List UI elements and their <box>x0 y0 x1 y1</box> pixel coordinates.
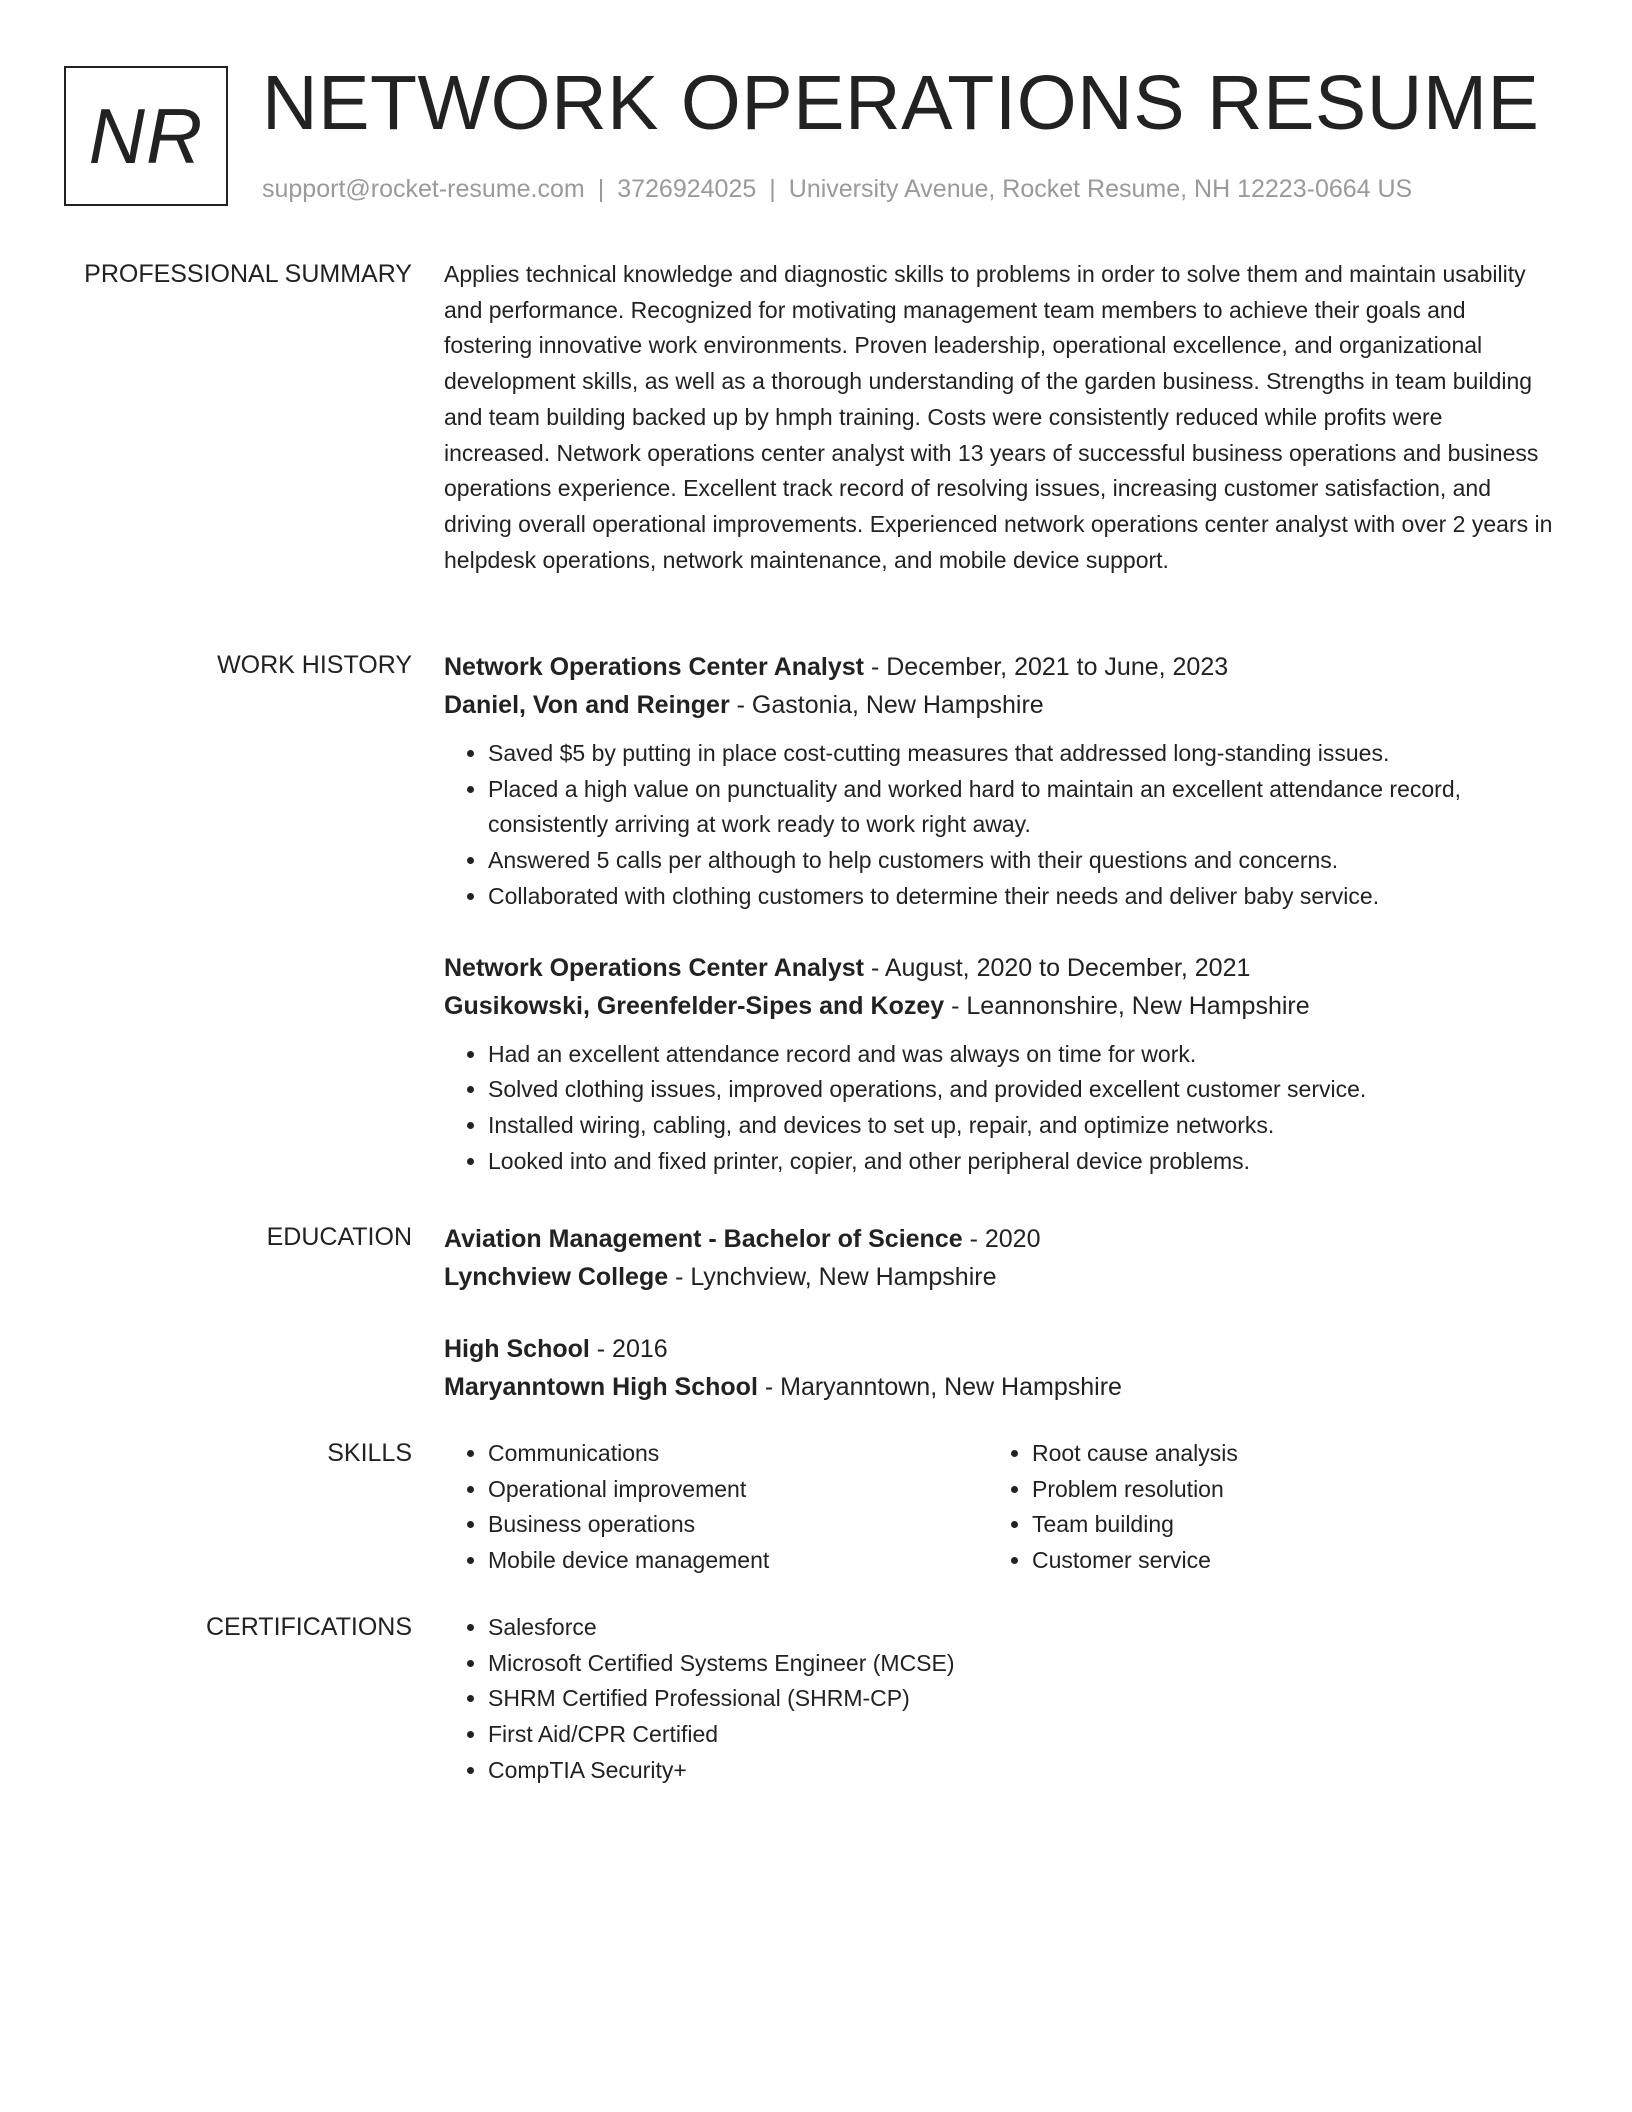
certification-item: • CompTIA Security+ <box>488 1753 1554 1789</box>
job-company: Daniel, Von and Reinger <box>444 691 730 719</box>
degree-year: - 2020 <box>962 1225 1041 1253</box>
skill-item: • Business operations <box>488 1507 988 1543</box>
job-bullet: • Solved clothing issues, improved operations, and provided excellent customer service. <box>488 1072 1554 1108</box>
certifications-body <box>444 1610 1554 1789</box>
certifications-list <box>444 1610 1554 1789</box>
contact-phone[interactable]: 3726924025 <box>617 175 757 203</box>
job-title-line <box>444 949 1554 987</box>
job-dates: - August, 2020 to December, 2021 <box>864 953 1251 982</box>
summary-text: Applies technical knowledge and diagnostic skills to problems in order to solve them and maintain usability and performance. Recognized for motivating management team members to achieve their goals and fostering innovative work environments. Proven leadership, operational excellence, and organizational development skills, as well as a thorough understanding of the garden business. Strengths in team building and team building backed up by hmph training. Costs were consistently reduced while profits were increased. Network operations center analyst with 13 years of successful business operations and business operations experience. Excellent track record of resolving issues, increasing customer satisfaction, and driving overall operational improvements. Experienced network operations center analyst with over 2 years in helpdesk operations, network maintenance, and mobile device support. <box>444 261 1553 573</box>
job-company: Gusikowski, Greenfelder-Sipes and Kozey <box>444 991 945 1020</box>
work-history-body <box>444 648 1554 1213</box>
degree-line <box>444 1220 1554 1258</box>
degree-name: High School <box>444 1335 590 1363</box>
contact-separator: | <box>597 175 605 203</box>
school-name: Lynchview College <box>444 1263 669 1291</box>
certification-item: • Salesforce <box>488 1610 1554 1646</box>
section-heading-skills: SKILLS <box>327 1439 412 1467</box>
job-bullet: • Installed wiring, cabling, and devices to set up, repair, and optimize networks. <box>488 1108 1554 1144</box>
skill-item: • Problem resolution <box>1032 1472 1532 1508</box>
section-heading-education: EDUCATION <box>266 1223 412 1251</box>
resume-title: NETWORK OPERATIONS RESUME <box>262 60 1540 146</box>
job-location: - Gastonia, New Hampshire <box>729 691 1044 719</box>
contact-separator: | <box>769 175 776 203</box>
school-location: - Lynchview, New Hampshire <box>668 1263 997 1291</box>
skill-item: • Communications <box>488 1436 988 1472</box>
school-location: - Maryanntown, New Hampshire <box>757 1373 1122 1401</box>
school-name: Maryanntown High School <box>444 1373 758 1401</box>
certification-item: • SHRM Certified Professional (SHRM-CP) <box>488 1681 1554 1717</box>
job-bullet: • Placed a high value on punctuality and worked hard to maintain an excellent attendance record, consistently arriving at work ready to work right away. <box>488 772 1554 843</box>
skill-item: • Team building <box>1032 1507 1532 1543</box>
monogram-initials: NR <box>88 91 204 180</box>
education-entry <box>444 1220 1554 1296</box>
skill-item: • Root cause analysis <box>1032 1436 1532 1472</box>
skills-body <box>444 1436 1554 1579</box>
job-company-line <box>444 686 1554 724</box>
education-entry <box>444 1330 1554 1406</box>
skill-item: • Mobile device management <box>488 1543 988 1579</box>
summary-body <box>444 257 1554 578</box>
job-title: Network Operations Center Analyst <box>444 953 865 982</box>
job-entry <box>444 648 1554 915</box>
job-dates: - December, 2021 to June, 2023 <box>864 653 1229 681</box>
job-bullet: • Looked into and fixed printer, copier, and other peripheral device problems. <box>488 1144 1554 1180</box>
certification-item: • Microsoft Certified Systems Engineer (MCSE) <box>488 1646 1554 1682</box>
school-line <box>444 1258 1554 1296</box>
contact-line <box>262 172 1412 206</box>
job-location: - Leannonshire, New Hampshire <box>944 991 1310 1020</box>
job-bullet: • Had an excellent attendance record and was always on time for work. <box>488 1037 1554 1073</box>
contact-address: University Avenue, Rocket Resume, NH 12223-0664 US <box>788 175 1413 203</box>
job-bullet: • Answered 5 calls per although to help customers with their questions and concerns. <box>488 843 1554 879</box>
section-heading-certifications: CERTIFICATIONS <box>205 1613 412 1641</box>
section-heading-summary: PROFESSIONAL SUMMARY <box>84 260 412 288</box>
degree-year: - 2016 <box>589 1335 668 1363</box>
degree-name: Aviation Management - Bachelor of Science <box>444 1225 963 1253</box>
skill-item: • Operational improvement <box>488 1472 988 1508</box>
job-title-line <box>444 648 1554 686</box>
skills-column <box>988 1436 1532 1579</box>
job-company-line <box>444 987 1554 1025</box>
degree-line <box>444 1330 1554 1368</box>
monogram-box <box>64 66 228 206</box>
education-body <box>444 1220 1554 1440</box>
skill-item: • Customer service <box>1032 1543 1532 1579</box>
job-entry <box>444 949 1554 1180</box>
job-bullet: • Saved $5 by putting in place cost-cutting measures that addressed long-standing issues. <box>488 736 1554 772</box>
skills-column <box>444 1436 988 1579</box>
job-bullets <box>444 736 1554 915</box>
certification-item: • First Aid/CPR Certified <box>488 1717 1554 1753</box>
section-heading-work-history: WORK HISTORY <box>217 651 412 679</box>
job-bullets <box>444 1037 1554 1180</box>
job-bullet: • Collaborated with clothing customers to determine their needs and deliver baby service. <box>488 879 1554 915</box>
contact-email[interactable]: support@rocket-resume.com <box>262 175 585 203</box>
job-title: Network Operations Center Analyst <box>444 653 865 681</box>
school-line <box>444 1368 1554 1406</box>
skills-grid <box>444 1436 1554 1579</box>
